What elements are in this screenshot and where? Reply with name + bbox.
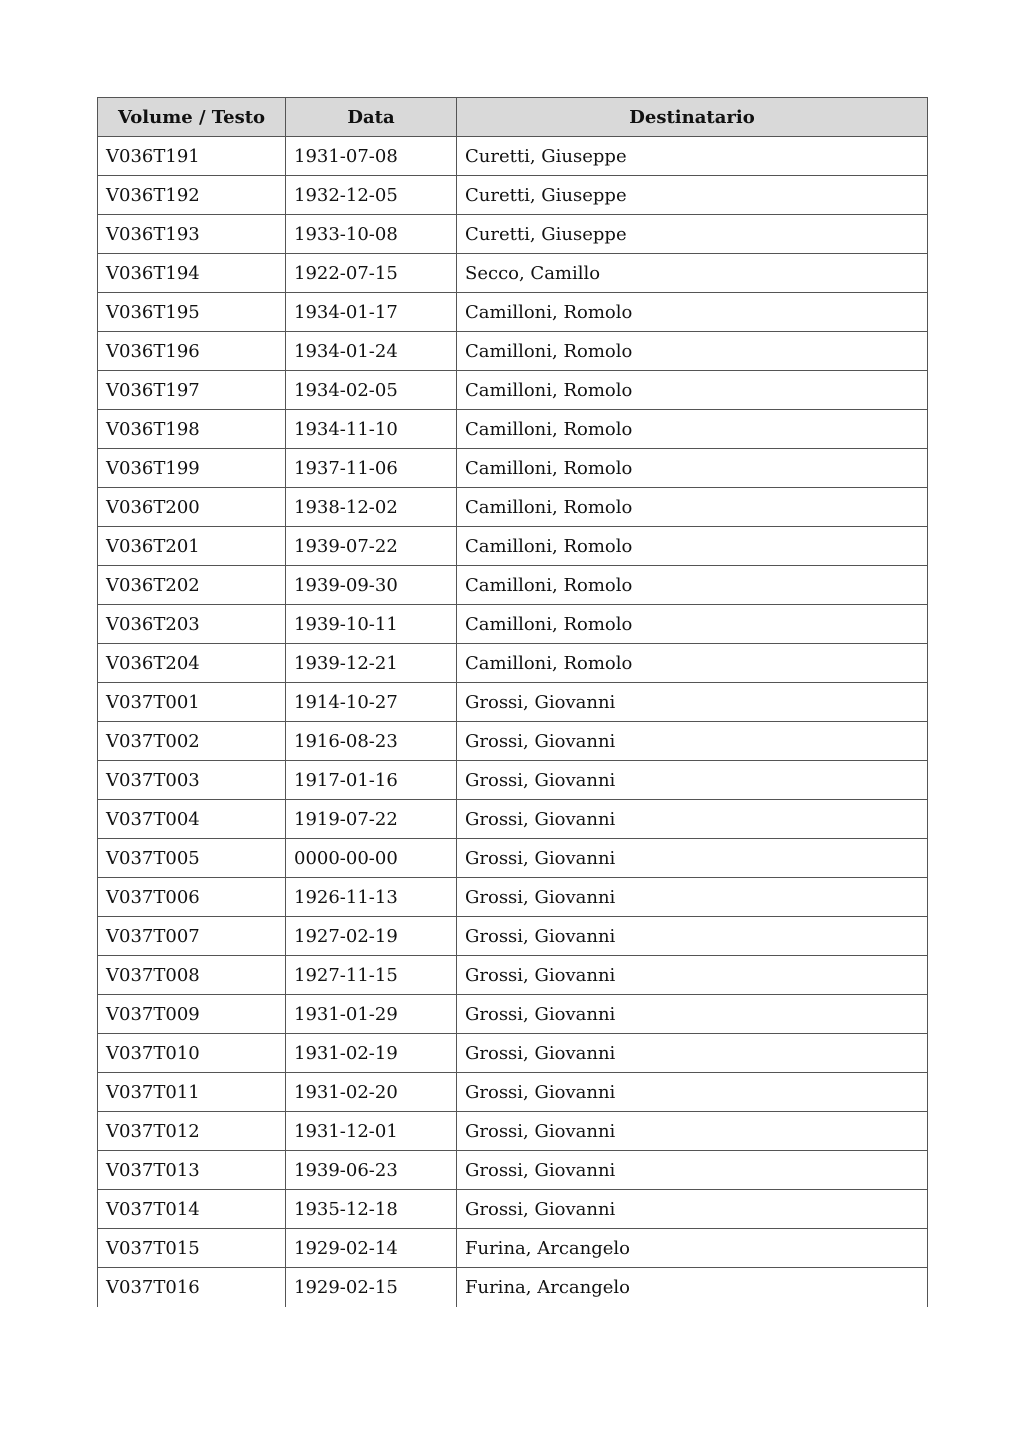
letters-catalog-table xyxy=(97,97,928,1307)
cell-volume-testo: V036T193 xyxy=(98,215,286,254)
cell-data: 1939-10-11 xyxy=(286,605,457,644)
cell-volume-testo: V037T004 xyxy=(98,800,286,839)
cell-destinatario: Curetti, Giuseppe xyxy=(457,137,928,176)
cell-data: 1931-12-01 xyxy=(286,1112,457,1151)
cell-data: 1935-12-18 xyxy=(286,1190,457,1229)
cell-destinatario: Grossi, Giovanni xyxy=(457,761,928,800)
cell-destinatario: Grossi, Giovanni xyxy=(457,683,928,722)
cell-volume-testo: V037T001 xyxy=(98,683,286,722)
cell-destinatario: Furina, Arcangelo xyxy=(457,1268,928,1307)
cell-data: 1914-10-27 xyxy=(286,683,457,722)
header-row xyxy=(98,98,928,137)
cell-destinatario: Grossi, Giovanni xyxy=(457,1151,928,1190)
cell-data: 1934-01-17 xyxy=(286,293,457,332)
cell-destinatario: Camilloni, Romolo xyxy=(457,449,928,488)
cell-data: 1917-01-16 xyxy=(286,761,457,800)
cell-data: 1939-12-21 xyxy=(286,644,457,683)
table-row xyxy=(98,956,928,995)
cell-data: 1916-08-23 xyxy=(286,722,457,761)
table-row xyxy=(98,566,928,605)
cell-volume-testo: V036T198 xyxy=(98,410,286,449)
cell-data: 1939-06-23 xyxy=(286,1151,457,1190)
cell-volume-testo: V036T202 xyxy=(98,566,286,605)
cell-destinatario: Camilloni, Romolo xyxy=(457,527,928,566)
cell-volume-testo: V037T009 xyxy=(98,995,286,1034)
cell-destinatario: Camilloni, Romolo xyxy=(457,488,928,527)
cell-volume-testo: V036T204 xyxy=(98,644,286,683)
cell-destinatario: Secco, Camillo xyxy=(457,254,928,293)
cell-volume-testo: V036T191 xyxy=(98,137,286,176)
cell-data: 1931-07-08 xyxy=(286,137,457,176)
table-row xyxy=(98,917,928,956)
cell-volume-testo: V036T196 xyxy=(98,332,286,371)
cell-data: 0000-00-00 xyxy=(286,839,457,878)
table-row xyxy=(98,1229,928,1268)
table-row xyxy=(98,1151,928,1190)
table-row xyxy=(98,1073,928,1112)
cell-data: 1938-12-02 xyxy=(286,488,457,527)
cell-volume-testo: V037T003 xyxy=(98,761,286,800)
table-row xyxy=(98,1268,928,1307)
cell-destinatario: Grossi, Giovanni xyxy=(457,995,928,1034)
cell-volume-testo: V037T015 xyxy=(98,1229,286,1268)
table-row xyxy=(98,761,928,800)
table-row xyxy=(98,137,928,176)
cell-data: 1919-07-22 xyxy=(286,800,457,839)
cell-data: 1939-07-22 xyxy=(286,527,457,566)
cell-destinatario: Grossi, Giovanni xyxy=(457,917,928,956)
cell-volume-testo: V037T012 xyxy=(98,1112,286,1151)
cell-data: 1927-11-15 xyxy=(286,956,457,995)
table-header xyxy=(98,98,928,137)
table-row xyxy=(98,995,928,1034)
cell-data: 1932-12-05 xyxy=(286,176,457,215)
cell-destinatario: Grossi, Giovanni xyxy=(457,956,928,995)
cell-destinatario: Camilloni, Romolo xyxy=(457,371,928,410)
table-row xyxy=(98,449,928,488)
cell-destinatario: Grossi, Giovanni xyxy=(457,722,928,761)
table-row xyxy=(98,371,928,410)
cell-destinatario: Curetti, Giuseppe xyxy=(457,215,928,254)
cell-destinatario: Grossi, Giovanni xyxy=(457,1112,928,1151)
table-row xyxy=(98,722,928,761)
cell-data: 1931-01-29 xyxy=(286,995,457,1034)
cell-destinatario: Grossi, Giovanni xyxy=(457,1034,928,1073)
table-row xyxy=(98,1112,928,1151)
table-row xyxy=(98,1034,928,1073)
cell-destinatario: Camilloni, Romolo xyxy=(457,410,928,449)
cell-volume-testo: V037T016 xyxy=(98,1268,286,1307)
table-row xyxy=(98,605,928,644)
cell-destinatario: Camilloni, Romolo xyxy=(457,644,928,683)
cell-volume-testo: V036T199 xyxy=(98,449,286,488)
cell-destinatario: Grossi, Giovanni xyxy=(457,800,928,839)
cell-data: 1934-11-10 xyxy=(286,410,457,449)
cell-volume-testo: V037T008 xyxy=(98,956,286,995)
cell-volume-testo: V037T006 xyxy=(98,878,286,917)
table-row xyxy=(98,839,928,878)
cell-destinatario: Camilloni, Romolo xyxy=(457,605,928,644)
cell-data: 1939-09-30 xyxy=(286,566,457,605)
cell-destinatario: Furina, Arcangelo xyxy=(457,1229,928,1268)
cell-volume-testo: V037T011 xyxy=(98,1073,286,1112)
cell-data: 1931-02-20 xyxy=(286,1073,457,1112)
cell-volume-testo: V036T201 xyxy=(98,527,286,566)
table-row xyxy=(98,644,928,683)
cell-destinatario: Grossi, Giovanni xyxy=(457,1073,928,1112)
cell-destinatario: Grossi, Giovanni xyxy=(457,878,928,917)
table-row xyxy=(98,332,928,371)
column-header-destinatario: Destinatario xyxy=(457,98,928,137)
cell-destinatario: Camilloni, Romolo xyxy=(457,332,928,371)
cell-data: 1929-02-14 xyxy=(286,1229,457,1268)
cell-data: 1922-07-15 xyxy=(286,254,457,293)
table-row xyxy=(98,1190,928,1229)
table-row xyxy=(98,878,928,917)
table-row xyxy=(98,800,928,839)
cell-data: 1926-11-13 xyxy=(286,878,457,917)
column-header-volume-testo: Volume / Testo xyxy=(98,98,286,137)
table-row xyxy=(98,254,928,293)
table-row xyxy=(98,683,928,722)
cell-destinatario: Grossi, Giovanni xyxy=(457,839,928,878)
table-row xyxy=(98,215,928,254)
table-row xyxy=(98,410,928,449)
table-row xyxy=(98,527,928,566)
cell-data: 1933-10-08 xyxy=(286,215,457,254)
cell-volume-testo: V036T197 xyxy=(98,371,286,410)
cell-volume-testo: V037T007 xyxy=(98,917,286,956)
table-row xyxy=(98,176,928,215)
cell-data: 1929-02-15 xyxy=(286,1268,457,1307)
cell-data: 1934-02-05 xyxy=(286,371,457,410)
table-body xyxy=(98,137,928,1307)
cell-volume-testo: V037T014 xyxy=(98,1190,286,1229)
cell-volume-testo: V036T192 xyxy=(98,176,286,215)
table-row xyxy=(98,293,928,332)
cell-volume-testo: V037T013 xyxy=(98,1151,286,1190)
table-row xyxy=(98,488,928,527)
cell-data: 1934-01-24 xyxy=(286,332,457,371)
cell-destinatario: Grossi, Giovanni xyxy=(457,1190,928,1229)
cell-volume-testo: V037T010 xyxy=(98,1034,286,1073)
cell-data: 1937-11-06 xyxy=(286,449,457,488)
cell-destinatario: Camilloni, Romolo xyxy=(457,566,928,605)
cell-data: 1931-02-19 xyxy=(286,1034,457,1073)
cell-volume-testo: V036T200 xyxy=(98,488,286,527)
cell-volume-testo: V036T194 xyxy=(98,254,286,293)
cell-volume-testo: V037T005 xyxy=(98,839,286,878)
cell-volume-testo: V036T195 xyxy=(98,293,286,332)
cell-volume-testo: V036T203 xyxy=(98,605,286,644)
column-header-data: Data xyxy=(286,98,457,137)
cell-destinatario: Curetti, Giuseppe xyxy=(457,176,928,215)
cell-data: 1927-02-19 xyxy=(286,917,457,956)
cell-volume-testo: V037T002 xyxy=(98,722,286,761)
cell-destinatario: Camilloni, Romolo xyxy=(457,293,928,332)
